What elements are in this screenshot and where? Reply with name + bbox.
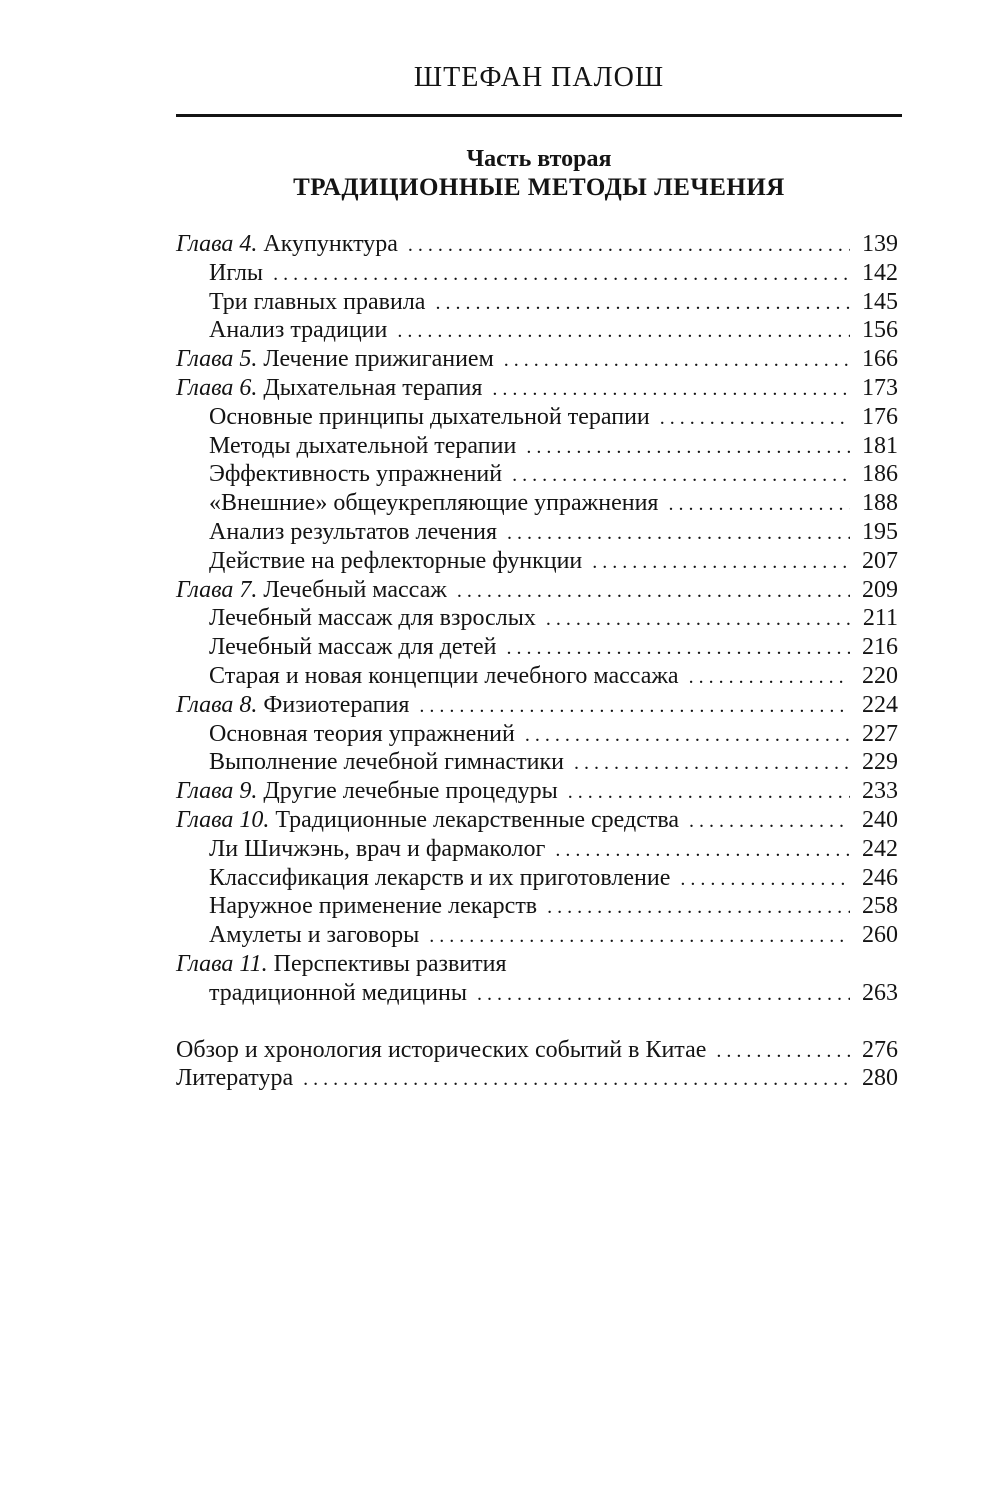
section-title: Эффективность упражнений xyxy=(209,461,503,488)
chapter-prefix: Глава 10. xyxy=(176,806,270,833)
page-number: 156 xyxy=(862,317,898,344)
chapter-title: Акупунктура xyxy=(263,231,398,257)
dot-leader xyxy=(273,260,850,289)
literature-title: Литература xyxy=(176,1065,294,1092)
toc-chapter-5[interactable] xyxy=(176,345,898,374)
toc-chapter-4[interactable] xyxy=(176,230,898,259)
page-number: 280 xyxy=(862,1065,898,1092)
section-title: Классификация лекарств и их приготовление xyxy=(209,864,671,891)
page-number: 263 xyxy=(862,979,898,1006)
toc-chapter-9[interactable] xyxy=(176,777,898,806)
page-number: 233 xyxy=(862,778,898,805)
toc-section[interactable] xyxy=(176,835,898,864)
section-title: Методы дыхательной терапии xyxy=(209,432,517,459)
dot-leader xyxy=(525,721,850,750)
dot-leader xyxy=(435,289,850,318)
page-number: 207 xyxy=(862,547,898,574)
dot-leader xyxy=(568,778,850,807)
dot-leader xyxy=(660,404,850,433)
chapter-title: Перспективы развития xyxy=(273,950,507,977)
toc-section[interactable] xyxy=(176,892,898,921)
chapter-title: Лечение прижиганием xyxy=(263,346,494,373)
dot-leader xyxy=(419,692,850,721)
toc-chapter-6[interactable] xyxy=(176,374,898,403)
toc-section[interactable] xyxy=(176,403,898,432)
chapter-prefix: Глава 5. xyxy=(176,346,258,373)
section-title: Основные принципы дыхательной терапии xyxy=(209,403,650,430)
dot-leader xyxy=(397,317,850,346)
toc-section[interactable] xyxy=(176,432,898,461)
page-number: 246 xyxy=(862,864,898,891)
chapter-prefix: Глава 7. xyxy=(176,576,258,603)
dot-leader xyxy=(680,865,850,894)
chapter-title: Физиотерапия xyxy=(263,691,410,718)
page-number: 227 xyxy=(862,720,898,747)
page-number: 229 xyxy=(862,749,898,776)
page-number: 224 xyxy=(862,691,898,718)
dot-leader xyxy=(429,922,850,951)
page-number: 211 xyxy=(862,605,898,632)
page-number: 188 xyxy=(862,490,898,517)
dot-leader xyxy=(512,461,850,490)
toc-section[interactable] xyxy=(176,748,898,777)
page-number: 260 xyxy=(862,922,898,949)
dot-leader xyxy=(507,634,851,663)
page-number: 242 xyxy=(862,835,898,862)
page-number: 139 xyxy=(862,231,898,257)
dot-leader xyxy=(547,893,850,922)
section-title: Анализ результатов лечения xyxy=(209,518,498,545)
dot-leader xyxy=(592,548,850,577)
page-number: 195 xyxy=(862,518,898,545)
section-title: Три главных правила xyxy=(209,288,426,315)
section-title: Лечебный массаж для детей xyxy=(209,634,497,661)
page-number: 176 xyxy=(862,403,898,430)
section-title: Действие на рефлекторные функции xyxy=(209,547,583,574)
dot-leader xyxy=(546,605,850,634)
section-title: Наружное применение лекарств xyxy=(209,893,538,920)
chapter-title: Другие лечебные процедуры xyxy=(263,778,558,805)
page-number: 181 xyxy=(862,432,898,459)
dot-leader xyxy=(526,433,850,462)
toc-literature[interactable] xyxy=(176,1064,898,1093)
page-number: 209 xyxy=(862,576,898,603)
section-title: «Внешние» общеукрепляющие упражнения xyxy=(209,490,659,517)
dot-leader xyxy=(477,980,850,1009)
dot-leader xyxy=(555,836,850,865)
toc-chapter-11[interactable] xyxy=(176,950,898,979)
page-number: 258 xyxy=(862,893,898,920)
chapter-prefix: Глава 4. xyxy=(176,231,258,257)
toc-section[interactable] xyxy=(176,489,898,518)
toc-chapter-8[interactable] xyxy=(176,691,898,720)
section-title: Лечебный массаж для взрослых xyxy=(209,605,536,632)
chapter-prefix: Глава 8. xyxy=(176,691,258,718)
dot-leader xyxy=(689,663,850,692)
toc-section[interactable] xyxy=(176,921,898,950)
section-title: Амулеты и заговоры xyxy=(209,922,420,949)
page-number: 240 xyxy=(862,806,898,833)
page-number: 186 xyxy=(862,461,898,488)
dot-leader xyxy=(457,577,850,606)
header-rule xyxy=(176,114,902,117)
chapter-prefix: Глава 6. xyxy=(176,374,258,401)
page-number: 145 xyxy=(862,288,898,315)
toc-section[interactable] xyxy=(176,633,898,662)
chapter-title: Традиционные лекарственные средства xyxy=(275,806,680,833)
page-number: 166 xyxy=(862,346,898,373)
table-of-contents xyxy=(176,230,898,1093)
toc-chapter-7[interactable] xyxy=(176,576,898,605)
page-number: 142 xyxy=(862,259,898,286)
page-number: 276 xyxy=(862,1036,898,1063)
part-title: ТРАДИЦИОННЫЕ МЕТОДЫ ЛЕЧЕНИЯ xyxy=(293,174,785,201)
section-title: Основная теория упражнений xyxy=(209,720,515,747)
page-number: 216 xyxy=(862,634,898,661)
toc-section[interactable] xyxy=(176,316,898,345)
spacer xyxy=(176,1008,898,1036)
toc-section[interactable] xyxy=(176,720,898,749)
toc-section[interactable] xyxy=(176,259,898,288)
dot-leader xyxy=(504,346,850,375)
toc-section[interactable] xyxy=(176,604,898,633)
dot-leader xyxy=(574,749,850,778)
section-title: Анализ традиции xyxy=(209,317,388,344)
dot-leader xyxy=(689,807,850,836)
toc-chapter-11-continued[interactable] xyxy=(176,979,898,1008)
dot-leader xyxy=(507,519,850,548)
overview-title: Обзор и хронология исторических событий в Китае xyxy=(176,1036,707,1063)
toc-section[interactable] xyxy=(176,288,898,317)
chapter-title: Дыхательная терапия xyxy=(263,374,483,401)
page-number: 173 xyxy=(862,374,898,401)
toc-overview[interactable] xyxy=(176,1036,898,1065)
part-label: Часть вторая xyxy=(466,146,612,172)
section-title: Иглы xyxy=(209,259,264,286)
section-title: Старая и новая концепции лечебного массажа xyxy=(209,662,679,689)
running-head: ШТЕФАН ПАЛОШ xyxy=(413,62,665,93)
chapter-prefix: Глава 11. xyxy=(176,950,268,977)
toc-section[interactable] xyxy=(176,864,898,893)
dot-leader xyxy=(303,1065,850,1094)
dot-leader xyxy=(408,231,850,260)
page-number: 220 xyxy=(862,662,898,689)
section-title: Выполнение лечебной гимнастики xyxy=(209,749,564,776)
chapter-title-continued: традиционной медицины xyxy=(209,979,467,1006)
toc-section[interactable] xyxy=(176,460,898,489)
section-title: Ли Шичжэнь, врач и фармаколог xyxy=(209,835,546,862)
dot-leader xyxy=(492,375,850,404)
chapter-title: Лечебный массаж xyxy=(263,576,447,603)
chapter-prefix: Глава 9. xyxy=(176,778,258,805)
toc-section[interactable] xyxy=(176,518,898,547)
toc-section[interactable] xyxy=(176,662,898,691)
toc-chapter-10[interactable] xyxy=(176,806,898,835)
toc-section[interactable] xyxy=(176,547,898,576)
dot-leader xyxy=(668,490,850,519)
dot-leader xyxy=(716,1037,850,1066)
